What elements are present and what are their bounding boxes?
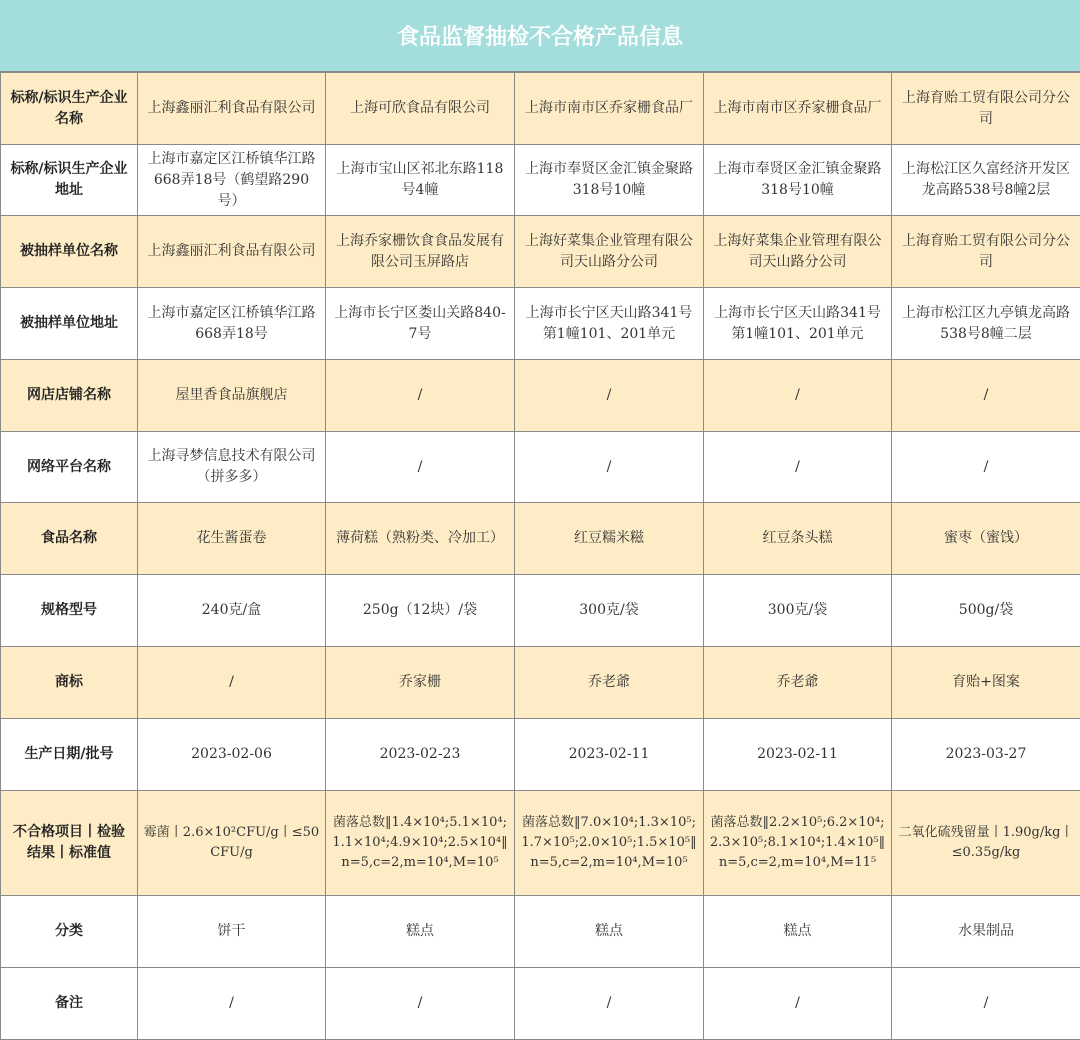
- table-cell: /: [704, 432, 892, 503]
- page-title: 食品监督抽检不合格产品信息: [0, 0, 1080, 72]
- row-label: 生产日期/批号: [1, 719, 138, 791]
- table-row: [1, 647, 1080, 719]
- table-row: [1, 216, 1080, 288]
- table-cell: /: [138, 968, 326, 1040]
- table-cell: 上海市南市区乔家栅食品厂: [704, 73, 892, 145]
- table-cell: 2023-03-27: [892, 719, 1080, 791]
- table-cell: 2023-02-06: [138, 719, 326, 791]
- table-cell: 上海市长宁区娄山关路840-7号: [326, 288, 515, 360]
- table-cell: 乔家栅: [326, 647, 515, 719]
- table-cell: /: [515, 432, 704, 503]
- table-cell: /: [704, 968, 892, 1040]
- table-cell: 菌落总数‖1.4×10⁴;5.1×10⁴;1.1×10⁴;4.9×10⁴;2.5×10⁴‖n=5,c=2,m=10⁴,M=10⁵: [326, 791, 515, 896]
- row-label: 规格型号: [1, 575, 138, 647]
- table-row: [1, 968, 1080, 1040]
- table-cell: /: [138, 647, 326, 719]
- row-label: 网络平台名称: [1, 432, 138, 503]
- table-cell: /: [515, 968, 704, 1040]
- table-row: [1, 145, 1080, 216]
- table-cell: 上海市长宁区天山路341号第1幢101、201单元: [704, 288, 892, 360]
- table-cell: 上海市嘉定区江桥镇华江路668弄18号: [138, 288, 326, 360]
- row-label: 不合格项目丨检验结果丨标准值: [1, 791, 138, 896]
- table-cell: 上海市南市区乔家栅食品厂: [515, 73, 704, 145]
- table-cell: 二氧化硫残留量丨1.90g/kg丨≤0.35g/kg: [892, 791, 1080, 896]
- table-cell: 300克/袋: [704, 575, 892, 647]
- table-cell: 糕点: [704, 896, 892, 968]
- table-cell: /: [326, 968, 515, 1040]
- table-cell: 上海乔家栅饮食食品发展有限公司玉屏路店: [326, 216, 515, 288]
- table-cell: 饼干: [138, 896, 326, 968]
- row-label: 被抽样单位名称: [1, 216, 138, 288]
- table-cell: /: [892, 360, 1080, 432]
- table-cell: 上海寻梦信息技术有限公司（拼多多）: [138, 432, 326, 503]
- table-row: [1, 719, 1080, 791]
- table-cell: 糕点: [515, 896, 704, 968]
- table-cell: 上海市奉贤区金汇镇金聚路318号10幢: [515, 145, 704, 216]
- table-cell: 红豆糯米糍: [515, 503, 704, 575]
- table-cell: 2023-02-11: [515, 719, 704, 791]
- table-cell: 上海育贻工贸有限公司分公司: [892, 73, 1080, 145]
- table-cell: 上海松江区久富经济开发区龙高路538号8幢2层: [892, 145, 1080, 216]
- table-row: [1, 288, 1080, 360]
- table-cell: 乔老爺: [704, 647, 892, 719]
- table-cell: 300克/袋: [515, 575, 704, 647]
- table-cell: 蜜枣（蜜饯）: [892, 503, 1080, 575]
- table-cell: 上海育贻工贸有限公司分公司: [892, 216, 1080, 288]
- table-row: [1, 432, 1080, 503]
- table-cell: 上海好菜集企业管理有限公司天山路分公司: [704, 216, 892, 288]
- table-cell: 屋里香食品旗舰店: [138, 360, 326, 432]
- row-label: 标称/标识生产企业地址: [1, 145, 138, 216]
- table-row: [1, 73, 1080, 145]
- row-label: 商标: [1, 647, 138, 719]
- table-cell: 2023-02-23: [326, 719, 515, 791]
- table-cell: 上海市长宁区天山路341号第1幢101、201单元: [515, 288, 704, 360]
- table-cell: /: [515, 360, 704, 432]
- table-row: [1, 575, 1080, 647]
- table-cell: 上海可欣食品有限公司: [326, 73, 515, 145]
- table-cell: /: [326, 432, 515, 503]
- table-cell: 上海鑫丽汇利食品有限公司: [138, 216, 326, 288]
- table-cell: 乔老爺: [515, 647, 704, 719]
- table-cell: 2023-02-11: [704, 719, 892, 791]
- table-cell: 霉菌丨2.6×10²CFU/g丨≤50CFU/g: [138, 791, 326, 896]
- table-cell: /: [704, 360, 892, 432]
- table-cell: 500g/袋: [892, 575, 1080, 647]
- table-cell: /: [326, 360, 515, 432]
- table-cell: 上海好菜集企业管理有限公司天山路分公司: [515, 216, 704, 288]
- table-cell: 水果制品: [892, 896, 1080, 968]
- table-cell: 花生酱蛋卷: [138, 503, 326, 575]
- table-cell: 薄荷糕（熟粉类、冷加工）: [326, 503, 515, 575]
- table-cell: 上海市松江区九亭镇龙高路538号8幢二层: [892, 288, 1080, 360]
- table-cell: 糕点: [326, 896, 515, 968]
- table-cell: /: [892, 968, 1080, 1040]
- unqualified-products-table: [0, 72, 1080, 1040]
- table-row: [1, 791, 1080, 896]
- table-cell: 上海鑫丽汇利食品有限公司: [138, 73, 326, 145]
- table-cell: 240克/盒: [138, 575, 326, 647]
- row-label: 被抽样单位地址: [1, 288, 138, 360]
- table-row: [1, 503, 1080, 575]
- table-cell: 250g（12块）/袋: [326, 575, 515, 647]
- table-cell: 菌落总数‖7.0×10⁴;1.3×10⁵;1.7×10⁵;2.0×10⁵;1.5×10⁵‖n=5,c=2,m=10⁴,M=10⁵: [515, 791, 704, 896]
- row-label: 食品名称: [1, 503, 138, 575]
- table-cell: 育贻+图案: [892, 647, 1080, 719]
- table-cell: /: [892, 432, 1080, 503]
- table-cell: 上海市宝山区祁北东路118号4幢: [326, 145, 515, 216]
- table-cell: 菌落总数‖2.2×10⁵;6.2×10⁴;2.3×10⁵;8.1×10⁴;1.4×10⁵‖n=5,c=2,m=10⁴,M=11⁵: [704, 791, 892, 896]
- table-row: [1, 896, 1080, 968]
- table-cell: 上海市嘉定区江桥镇华江路668弄18号（鹤望路290号）: [138, 145, 326, 216]
- row-label: 网店店铺名称: [1, 360, 138, 432]
- row-label: 标称/标识生产企业名称: [1, 73, 138, 145]
- table-cell: 红豆条头糕: [704, 503, 892, 575]
- row-label: 备注: [1, 968, 138, 1040]
- table-cell: 上海市奉贤区金汇镇金聚路318号10幢: [704, 145, 892, 216]
- table-row: [1, 360, 1080, 432]
- row-label: 分类: [1, 896, 138, 968]
